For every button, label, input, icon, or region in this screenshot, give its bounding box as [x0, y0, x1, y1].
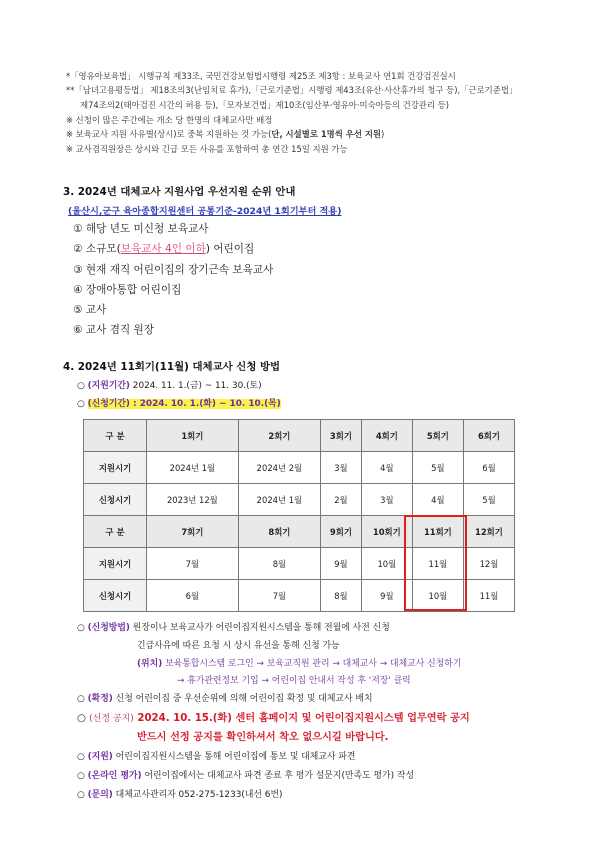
- apply-method-emergency: 긴급사유에 따른 요청 시 상시 유선을 통해 신청 가능: [137, 641, 340, 651]
- footnote-director-limit: ※ 교사겸직원장은 상시와 긴급 모든 사유를 포함하여 총 연간 15일 지원 가능: [66, 144, 348, 154]
- selection-notice: ○ (선정 공지) 2024. 10. 15.(화) 센터 홈페이지 및 어린이집지원시스템 업무연락 공지: [77, 713, 470, 724]
- table-cell: 2024년 1월: [147, 452, 239, 484]
- table-cell: 9월: [321, 548, 362, 580]
- highlight-11th-round-box: [404, 515, 467, 611]
- priority-item-4: ④ 장애아통합 어린이집: [73, 284, 182, 296]
- priority-item-1: ① 해당 년도 미신청 보육교사: [73, 223, 209, 235]
- table-header-cell: 12회기: [463, 516, 514, 548]
- table-row: [84, 484, 515, 516]
- priority-item-3: ③ 현재 재직 어린이집의 장기근속 보육교사: [73, 264, 274, 276]
- apply-method: ○ (신청방법) 원장이나 보육교사가 어린이집지원시스템을 통해 전월에 사전 신청: [77, 623, 390, 633]
- section4-title: 4. 2024년 11회기(11월) 대체교사 신청 방법: [63, 361, 281, 373]
- table-cell: 5월: [463, 484, 514, 516]
- footnote-duplicate-support: ※ 보육교사 지원 사유별(상시)로 중복 지원하는 것 가능(단, 시설별로 1명씩 우선 지원): [66, 129, 385, 139]
- table-header-cell: 11회기: [412, 516, 463, 548]
- table-cell: 2023년 12월: [147, 484, 239, 516]
- row-label: 신청시기: [84, 484, 147, 516]
- table-header-cell: 9회기: [321, 516, 362, 548]
- online-eval-line: ○ (온라인 평가) 어린이집에서는 대체교사 파견 종료 후 평가 설문지(만족도 평가) 작성: [77, 771, 415, 781]
- table-cell: 4월: [361, 452, 412, 484]
- contact-line: ○ (문의) 대체교사관리자 052-275-1233(내선 6번): [77, 790, 283, 800]
- table-cell: 12월: [463, 548, 514, 580]
- priority-item-6: ⑥ 교사 겸직 원장: [73, 324, 155, 336]
- table-cell: 6월: [147, 580, 239, 612]
- table-cell: 5월: [412, 452, 463, 484]
- priority-criteria: (울산시,군구 육아종합지원센터 공통기준-2024년 1회기부터 적용): [68, 206, 342, 217]
- table-cell: 10월: [412, 580, 463, 612]
- table-header-cell: 6회기: [463, 420, 514, 452]
- table-header-cell: 8회기: [238, 516, 320, 548]
- system-path-1: (위치) 보육통합시스템 로그인 → 보육교직원 관리 → 대체교사 → 대체교사 신청하기: [137, 659, 462, 669]
- table-cell: 3월: [361, 484, 412, 516]
- section3-title: 3. 2024년 대체교사 지원사업 우선지원 순위 안내: [63, 186, 296, 198]
- system-path-2: → 휴가관련정보 기입 → 어린이집 안내서 작성 후 '저장' 클릭: [177, 676, 411, 686]
- table-cell: 2024년 2월: [238, 452, 320, 484]
- support-line: ○ (지원) 어린이집지원시스템을 통해 어린이집에 통보 및 대체교사 파견: [77, 752, 356, 762]
- table-header-row: [84, 420, 515, 452]
- table-header-cell: 구 분: [84, 420, 147, 452]
- table-cell: 8월: [238, 548, 320, 580]
- table-header-cell: 1회기: [147, 420, 239, 452]
- table-cell: 7월: [238, 580, 320, 612]
- support-period: ○ (지원기간) 2024. 11. 1.(금) ~ 11. 30.(토): [77, 381, 262, 391]
- table-cell: 11월: [463, 580, 514, 612]
- table-cell: 7월: [147, 548, 239, 580]
- table-row: [84, 452, 515, 484]
- table-header-cell: 구 분: [84, 516, 147, 548]
- table-cell: 8월: [321, 580, 362, 612]
- table-cell: 3월: [321, 452, 362, 484]
- priority-item-2: ② 소규모(보육교사 4인 이하) 어린이집: [73, 243, 255, 255]
- table-header-cell: 7회기: [147, 516, 239, 548]
- table-header-cell: 3회기: [321, 420, 362, 452]
- selection-notice-warning: 반드시 선정 공지를 확인하셔서 착오 없으시길 바랍니다.: [137, 732, 389, 743]
- table-header-cell: 2회기: [238, 420, 320, 452]
- table-header-cell: 10회기: [361, 516, 412, 548]
- row-label: 지원시기: [84, 548, 147, 580]
- priority-item-5: ⑤ 교사: [73, 304, 107, 316]
- table-header-cell: 5회기: [412, 420, 463, 452]
- table-cell: 2월: [321, 484, 362, 516]
- footnote-leave-law-1: **「남녀고용평등법」 제18조의3(난임치료 휴가),「근로기준법」시행령 제43조(유산·사산휴가의 청구 등),「근로기준법」: [66, 85, 518, 95]
- table-cell: 4월: [412, 484, 463, 516]
- footnote-health-check: *「영유아보육법」 시행규칙 제33조, 국민건강보험법시행령 제25조 제3항 : 보육교사 연1회 건강검진실시: [66, 71, 456, 81]
- confirm-line: ○ (확정) 신청 어린이집 중 우선순위에 의해 어린이집 확정 및 대체교사 배치: [77, 694, 373, 704]
- apply-period: ○ (신청기간) : 2024. 10. 1.(화) ~ 10. 10.(목): [77, 399, 281, 409]
- table-cell: 6월: [463, 452, 514, 484]
- footnote-leave-law-2: 제74조의2(태아검진 시간의 허용 등),「모자보건법」제10조(임산부·영유아·미숙아등의 건강관리 등): [80, 100, 450, 110]
- table-cell: 11월: [412, 548, 463, 580]
- table-cell: 9월: [361, 580, 412, 612]
- table-cell: 10월: [361, 548, 412, 580]
- row-label: 신청시기: [84, 580, 147, 612]
- table-cell: 2024년 1월: [238, 484, 320, 516]
- table-header-cell: 4회기: [361, 420, 412, 452]
- row-label: 지원시기: [84, 452, 147, 484]
- footnote-one-teacher: ※ 신청이 많은 주간에는 개소 당 한명의 대체교사만 배정: [66, 115, 273, 125]
